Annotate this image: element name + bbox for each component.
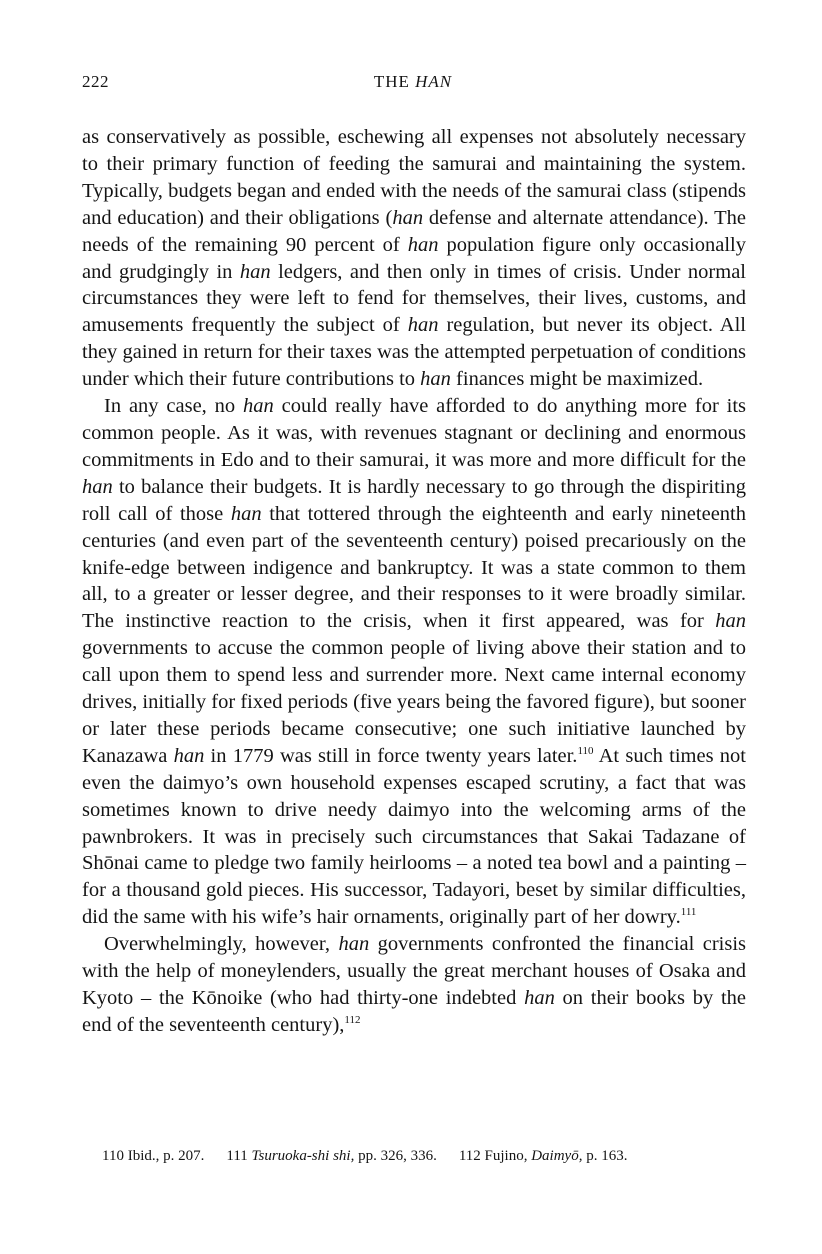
text-run: ledgers, and then only in times of crisis. Under normal circumstances they were left to fend for themselves, their lives, customs, and amusements frequently the subject of bbox=[82, 260, 746, 337]
text-run: as conservatively as possible, eschewing all expenses not absolutely necessary to their primary function of feeding the samurai and maintaining the system. Typically, budgets began and ended with the needs of the samurai class (stipends and education) and their obligations ( bbox=[82, 126, 746, 229]
running-title-italic: HAN bbox=[415, 72, 453, 91]
running-title bbox=[82, 72, 744, 92]
footnote-text: p. 163. bbox=[582, 1148, 628, 1164]
body-text bbox=[82, 124, 746, 1039]
italic-term: han bbox=[392, 206, 424, 229]
text-run: could really have afforded to do anything more for its common people. As it was, with revenues stagnant or declining and enormous commitments in Edo and to their samurai, it was more and more difficult for the bbox=[82, 395, 747, 471]
footnote bbox=[226, 1148, 436, 1165]
footnote-number: 110 bbox=[102, 1148, 128, 1164]
italic-term: han bbox=[420, 368, 451, 391]
footnote-number: 112 bbox=[458, 1148, 485, 1164]
footnote-reference: 111 bbox=[680, 906, 697, 919]
text-run: population figure only occasionally and grudgingly in bbox=[82, 233, 746, 283]
footnote-number: 111 bbox=[226, 1148, 252, 1164]
paragraph bbox=[82, 931, 746, 1039]
footnote bbox=[102, 1148, 204, 1165]
running-head bbox=[82, 72, 744, 100]
footnotes bbox=[102, 1148, 752, 1165]
italic-term: han bbox=[407, 314, 439, 337]
page-number: 222 bbox=[82, 72, 109, 91]
text-run: Overwhelmingly, however, bbox=[104, 933, 339, 956]
text-run: in 1779 was still in force twenty years later. bbox=[204, 744, 578, 767]
italic-term: han bbox=[82, 475, 113, 498]
paragraph bbox=[82, 124, 746, 393]
italic-term: han bbox=[407, 233, 439, 256]
text-run: defense and alternate attendance). The needs of the remaining 90 percent of bbox=[82, 206, 746, 256]
italic-term: han bbox=[243, 395, 274, 418]
footnote-title: Tsuruoka-shi shi, bbox=[251, 1148, 355, 1164]
italic-term: han bbox=[524, 987, 555, 1009]
text-run: At such times not even the daimyo’s own household expenses escaped scrutiny, a fact that was sometimes known to drive needy daimyo into the welcoming arms of the pawnbrokers. It was in precisely such circumstances that Sakai Tadazane of Shōnai came to pledge two family heirlooms – a noted tea bowl and a painting – for a thousand gold pieces. His successor, Tadayori, beset by similar difficulties, did the same with his wife’s hair ornaments, originally part of her dowry. bbox=[82, 744, 746, 929]
text-run: governments confronted the financial crisis with the help of moneylenders, usually the great merchant houses of Osaka and Kyoto – the Kōnoike (who had thirty-one indebted bbox=[82, 933, 747, 1009]
italic-term: han bbox=[338, 933, 370, 956]
footnote-reference: 110 bbox=[577, 744, 594, 757]
footnote-text: Ibid., p. 207. bbox=[127, 1148, 205, 1164]
paragraph bbox=[82, 393, 746, 931]
footnote-text: Fujino, bbox=[484, 1148, 532, 1164]
text-run: finances might be maximized. bbox=[450, 368, 704, 391]
text-run: regulation, but never its object. All they gained in return for their taxes was the attempted perpetuation of conditions under which their future contributions to bbox=[82, 314, 746, 391]
footnote-text: pp. 326, 336. bbox=[354, 1148, 437, 1164]
italic-term: han bbox=[239, 260, 271, 283]
footnote bbox=[459, 1148, 628, 1165]
footnote-title: Daimyō, bbox=[531, 1148, 583, 1164]
footnote-reference: 112 bbox=[344, 1013, 361, 1026]
text-run: In any case, no bbox=[104, 395, 244, 418]
text-run: on their books by the end of the seventeenth century), bbox=[82, 987, 746, 1036]
italic-term: han bbox=[715, 610, 746, 633]
running-title-prefix: THE bbox=[373, 72, 416, 91]
text-run: that tottered through the eighteenth and early nineteenth centuries (and even part of the seventeenth century) poised precariously on the knife-edge between indigence and bankruptcy. It was a state common to them all, to a greater or lesser degree, and their responses to it were broadly similar. The instinctive reaction to the crisis, when it first appeared, was for bbox=[82, 502, 746, 633]
text-run: to balance their budgets. It is hardly necessary to go through the dispiriting roll call of those bbox=[82, 475, 746, 525]
italic-term: han bbox=[173, 744, 205, 767]
text-run: governments to accuse the common people of living above their station and to call upon them to spend less and surrender more. Next came internal economy drives, initially for fixed periods (five years being the favored figure), but sooner or later these periods became consecutive; one such initiative launched by Kanazawa bbox=[82, 637, 746, 767]
italic-term: han bbox=[230, 502, 262, 525]
